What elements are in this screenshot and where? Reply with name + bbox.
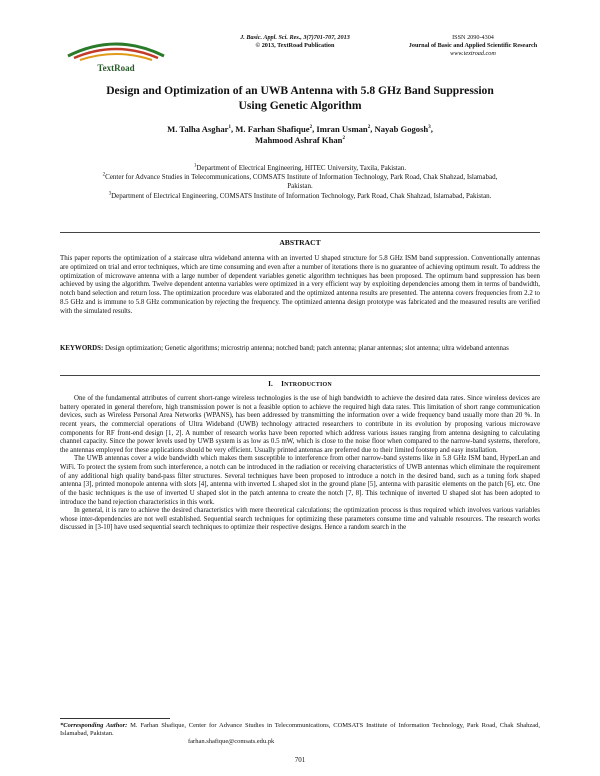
affiliation [90,173,510,191]
journal-name: Journal of Basic and Applied Scientific Research [408,41,538,49]
issn: ISSN 2090-4304 [452,34,494,41]
keywords [60,345,540,354]
body-paragraph: The UWB antennas cover a wide bandwidth which makes them susceptible to interference from other narrow-band systems like in 5.8 GHz ISM band, HyperLan and WiFi. To protect the system from such interference, a notch can be introduced in the radiation or receiving characteristics of UWB antennas which eliminate the requirement of any additional high quality band-pass filter structures. Several techniques have been proposed to introduce a notch in the desired band, such as a tuning fork shaped antenna [3], printed monopole antenna with slots [4], antenna with inverted L shaped slot in the ground plane [5], antenna with parasitic elements on the patch [6], etc. One of the basic techniques is the use of inverted U shaped slot in the patch antenna to create the notch [7, 8]. This technique of inverted U shaped slot has been adopted to introduce the band rejection characteristics in this work. [60,455,540,506]
footnote-email[interactable]: farhan.shafique@comsats.edu.pk [188,738,275,746]
journal-website[interactable]: www.textroad.com [450,49,496,57]
textroad-logo [60,30,172,74]
section-number: I. [268,380,274,388]
page-number: 701 [294,756,306,764]
author-sup: 2 [342,136,345,142]
journal-info [408,34,538,57]
author-name: M. Talha Asghar [167,124,229,134]
author-sup: 2 [367,125,371,131]
section-title-rest: NTRODUCTION [284,382,332,388]
abstract-rule-bottom [60,375,540,376]
affiliation-text: Department of Electrical Engineering, COMSATS Institute of Information Technology, Park Road, Chak Shahzad, Islamabad, Pakistan. [111,191,492,200]
affiliation-sup: 1 [193,163,197,169]
affiliation-text: Center for Advance Studies in Telecommunications, COMSATS Institute of Information Technology, Park Road, Chak Shahzad, Islamabad, Pakistan. [105,173,498,191]
abstract-rule-top [60,232,540,233]
affiliation [90,164,510,173]
copyright-line: © 2013, TextRoad Publication [255,41,335,49]
abstract-text: This paper reports the optimization of a staircase ultra wideband antenna with an inverted U shaped structure for 5.8 GHz ISM band suppression. Conventionally antennas are optimized on trial and error techniques, which are time consuming and even after a number of iterations there is no guarantee of achieving optimum result. To address the optimization of microwave antenna with a large number of dependent variables genetic algorithm techniques has been proposed. The optimum band suppression has been achieved by using the algorithm. Twelve dependent antenna variables were optimized in a very efficient way by exploiting dependencies among them in terms of bandwidth, notch band selection and return loss. The optimization procedure was elaborated and the optimized antenna results are presented. The antenna covers frequencies from 2.2 to 8.5 GHz and is immune to 5.8 GHz communication by rejecting the frequency. The optimized antenna design prototype was fabricated and the measured results are verified with the simulated results. [60,255,540,315]
author-sup: 2 [309,125,313,131]
author-sup: 3 [428,125,431,131]
body-paragraph: In general, it is rare to achieve the desired characteristics with mere theoretical calculations; the optimization process is thus required which involves various variables whose inter-dependencies are not well established. Sequential search techniques for optimizing these parameters consume time and valuable resources. The research works discussed in [3-10] have used sequential search techniques to optimize their respective designs. Hence a random search in the [60,507,540,532]
paper-title: Design and Optimization of an UWB Antenna with 5.8 GHz Band Suppression Using Genetic Algorithm [106,84,494,112]
section-heading [60,380,540,388]
body-paragraph: One of the fundamental attributes of current short-range wireless technologies is the use of high bandwidth to achieve the desired data rates. Since wireless devices are battery operated in general therefore, high transmission power is not a feasible option to achieve the required high data rates. This limitation of short range communication devices, such as Wireless Personal Area Networks (WPANS), has been addressed by transmitting the information over a wide frequency band usually more than 20 %. In recent years, the commercial operations of Ultra Wideband (UWB) technology attracted researchers to contribute in its evolution by proposing various microwave components for RF front-end design [1, 2]. A number of research works have been reported which address various issues ranging from antenna designing to calculating channel capacity. Since the power levels used by UWB system is as low as 0.5 mW, which is close to the noise floor when compared to the narrow-band systems, therefore, the antennas employed for these applications should be very efficient. Usually printed antennas are preferred due to their limited footstep and easy installation. [60,395,540,454]
author-sup: 1 [228,125,231,131]
footnote-text: M. Farhan Shafique, Center for Advance Studies in Telecommunications, COMSATS Institute of Information Technology, Park Road, Chak Shahzad, Islamabad, Pakistan. [60,722,540,738]
footnote-rule [60,718,170,719]
body-text [60,395,540,533]
affiliation-sup: 2 [102,172,106,178]
keywords-label: KEYWORDS: [60,345,104,352]
author-list: M. Talha Asghar$^1$, M. Farhan Shafique$^2$, Imran Usman$^2$, Nayab Gogosh$^3$, Mahmood Ashraf Khan$^2$ [167,124,433,146]
keywords-text: Design optimization; Genetic algorithms; microstrip antenna; notched band; patch antenna; planar antennas; slot antenna; ultra wideband antennas [105,345,509,352]
journal-citation: J. Basic. Appl. Sci. Res., 3(7)701-707, 2013 [240,34,350,41]
affiliation-sup: 3 [108,191,112,197]
affiliation [90,192,510,201]
author-name: Nayab Gogosh [374,124,429,134]
affiliation-text: Department of Electrical Engineering, HITEC University, Taxila, Pakistan. [196,164,407,172]
abstract-heading: ABSTRACT [279,238,321,247]
logo-wordmark: TextRoad [97,63,135,73]
logo-arcs [68,44,164,60]
author-name: M. Farhan Shafique [235,124,310,134]
footnote-label: *Corresponding Author: [60,722,128,729]
section-title-initial: I [281,380,285,388]
journal-header [205,34,385,50]
author-name: Imran Usman [316,124,368,134]
corresponding-author-footnote [60,722,540,747]
author-name: Mahmood Ashraf Khan [255,135,343,146]
affiliations [90,164,510,201]
